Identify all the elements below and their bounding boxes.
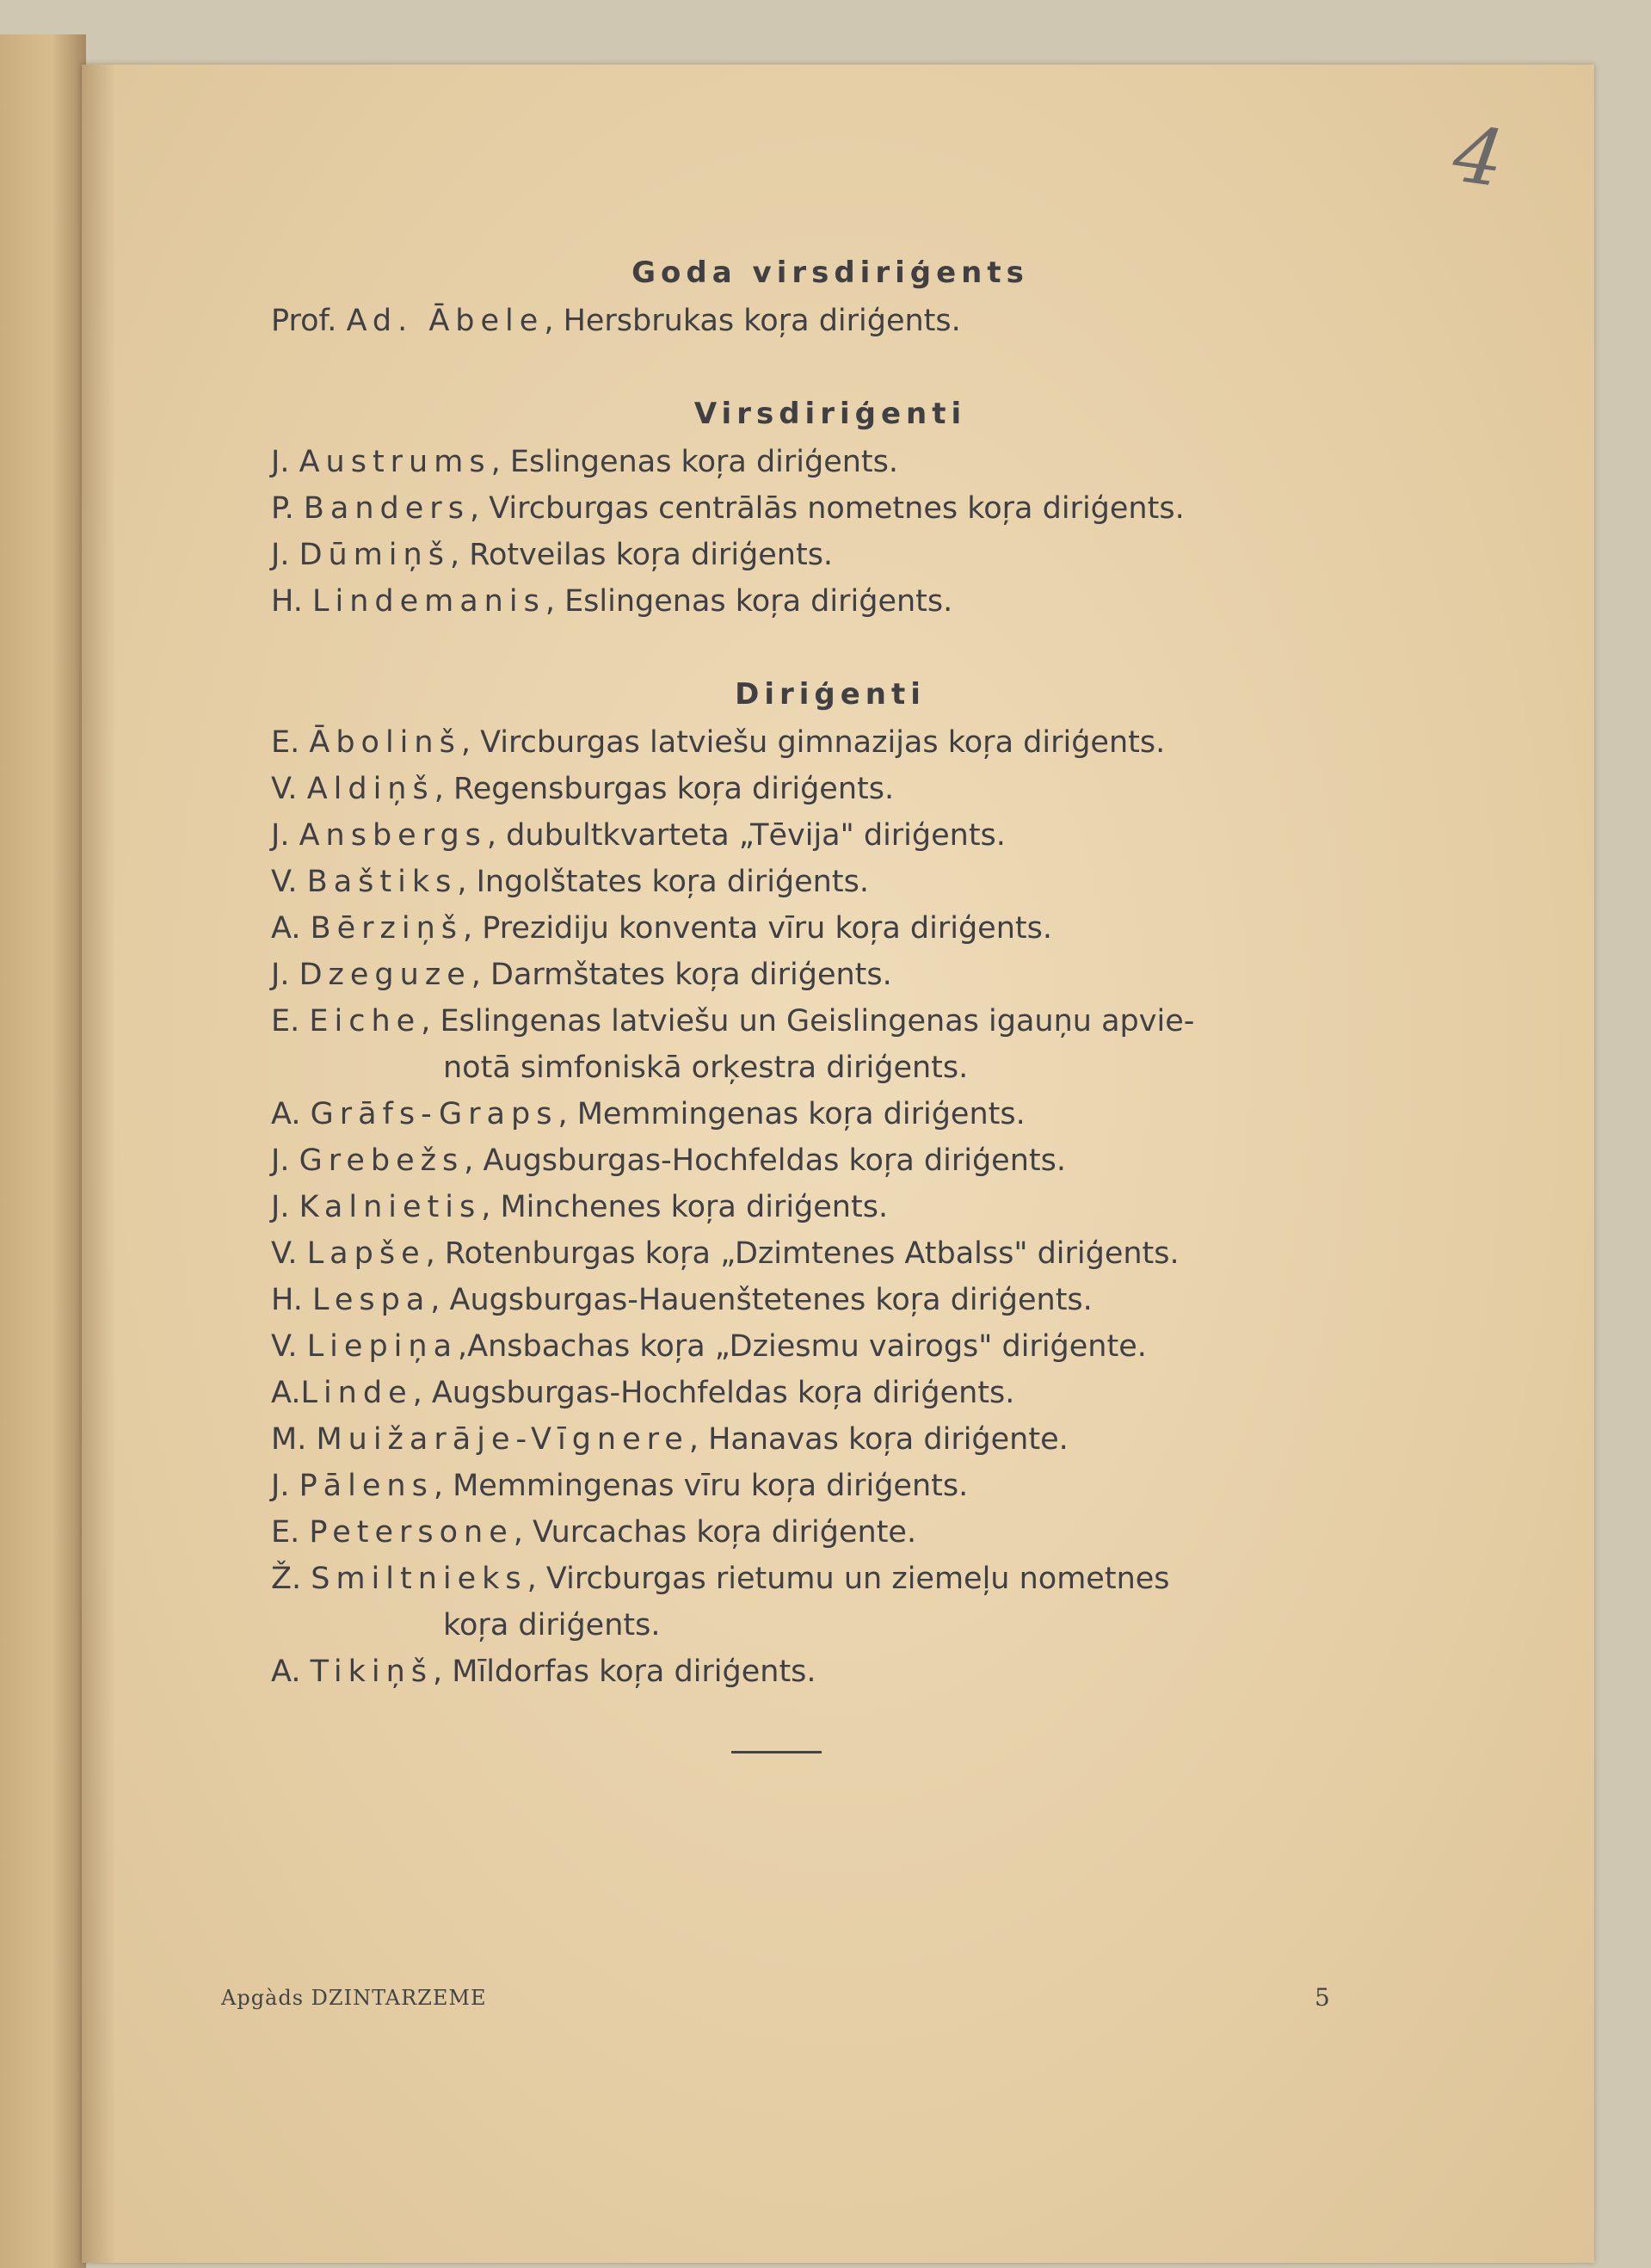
conductor-entry <box>271 1556 1355 1602</box>
entry-name: Lespa <box>311 1283 431 1317</box>
entry-description: , Memmingenas vīru koŗa diriģents. <box>433 1469 969 1503</box>
entry-initial: V. <box>271 772 307 806</box>
entry-initial: J. <box>271 958 299 992</box>
entry-description: , Vircburgas latviešu gimnazijas koŗa diriģents. <box>460 725 1166 760</box>
conductor-entry <box>271 1370 1355 1416</box>
conductor-entry <box>271 578 1355 625</box>
page-number: 5 <box>1315 1983 1330 2012</box>
entry-description: , Mīldorfas koŗa diriģents. <box>433 1655 816 1689</box>
entry-description: , Vircburgas centrālās nometnes koŗa diriģents. <box>469 491 1185 526</box>
entry-initial: A. <box>271 911 311 946</box>
entry-name: Linde <box>300 1376 413 1410</box>
conductor-entry <box>271 1649 1355 1695</box>
entry-initial: A. <box>271 1376 301 1410</box>
entry-description: , Minchenes koŗa diriģents. <box>481 1190 889 1224</box>
section-heading: Goda virsdiriģents <box>631 256 1029 290</box>
entry-description: , Memmingenas koŗa diriģents. <box>558 1097 1026 1131</box>
conductor-entry <box>271 1091 1355 1137</box>
conductor-entry <box>271 859 1355 905</box>
entry-name: Aldiņš <box>306 772 434 806</box>
entry-name: Grebežs <box>299 1143 465 1178</box>
entry-initial: J. <box>271 1143 299 1178</box>
entry-description: , Eslingenas koŗa diriģents. <box>545 584 953 619</box>
entry-name: Pālens <box>299 1469 434 1503</box>
entry-description: , Augsburgas-Hochfeldas koŗa diriģents. <box>412 1376 1015 1410</box>
conductor-entry <box>271 766 1355 812</box>
entry-initial: V. <box>271 865 307 899</box>
entry-initial: Prof. <box>271 304 347 338</box>
entry-initial: J. <box>271 1190 299 1224</box>
gutter-shadow <box>82 65 116 2263</box>
entry-name: Grāfs-Graps <box>310 1097 558 1131</box>
entry-description: , Eslingenas latviešu un Geislingenas igauņu apvie- <box>421 1004 1195 1038</box>
entry-initial: V. <box>271 1329 307 1364</box>
entry-description: , Augsburgas-Hochfeldas koŗa diriģents. <box>464 1143 1066 1178</box>
section-heading: Virsdiriģenti <box>693 397 967 431</box>
divider-line <box>731 1751 822 1753</box>
entry-initial: H. <box>271 584 312 619</box>
entry-initial: J. <box>271 445 299 479</box>
section <box>271 391 1355 625</box>
entry-name: Banders <box>303 491 470 526</box>
entry-name: Muižarāje-Vīgnere <box>316 1422 689 1457</box>
entry-description: , Eslingenas koŗa diriģents. <box>490 445 899 479</box>
entry-initial: Ž. <box>271 1562 311 1596</box>
entry-name: Kalnietis <box>299 1190 482 1224</box>
entry-initial: P. <box>271 491 304 526</box>
entry-description: , Darmštates koŗa diriģents. <box>471 958 892 992</box>
conductor-entry <box>271 1509 1355 1556</box>
entry-name: Ansbergs <box>299 818 487 853</box>
entry-name: Petersone <box>309 1515 514 1550</box>
entry-name: Baštiks <box>306 865 458 899</box>
entry-description: , Vurcachas koŗa diriģente. <box>513 1515 917 1550</box>
conductor-entry <box>271 719 1355 766</box>
entry-name: Lapše <box>306 1236 426 1271</box>
conductor-entry <box>271 1184 1355 1230</box>
entry-description: , Regensburgas koŗa diriģents. <box>434 772 895 806</box>
entry-initial: V. <box>271 1236 307 1271</box>
conductor-entry <box>271 485 1355 532</box>
entry-description: , Prezidiju konventa vīru koŗa diriģents. <box>463 911 1052 946</box>
section <box>271 671 1355 1695</box>
conductor-list <box>271 250 1355 1741</box>
entry-name: Dūmiņš <box>299 538 450 572</box>
entry-initial: H. <box>271 1283 312 1317</box>
entry-description: ,Ansbachas koŗa „Dziesmu vairogs" diriģente. <box>458 1329 1147 1364</box>
entry-initial: E. <box>271 1004 310 1038</box>
conductor-entry <box>271 1323 1355 1370</box>
conductor-entry <box>271 952 1355 998</box>
entry-initial: J. <box>271 538 299 572</box>
entry-name: Smiltnieks <box>311 1562 527 1596</box>
entry-name: Eiche <box>309 1004 422 1038</box>
entry-description: , Rotenburgas koŗa „Dzimtenes Atbalss" diriģents. <box>425 1236 1180 1271</box>
publisher-footer: Apgàds DZINTARZEME <box>221 1986 487 2010</box>
entry-initial: A. <box>271 1655 311 1689</box>
section <box>271 250 1355 344</box>
handwritten-page-number: 4 <box>1447 108 1510 206</box>
conductor-entry <box>271 998 1355 1045</box>
section-heading: Diriģenti <box>735 677 926 712</box>
conductor-entry <box>271 439 1355 485</box>
entry-description: , Hanavas koŗa diriģente. <box>688 1422 1069 1457</box>
entry-name: Dzeguze <box>299 958 471 992</box>
conductor-entry <box>271 1277 1355 1323</box>
entry-initial: E. <box>271 1515 310 1550</box>
entry-initial: A. <box>271 1097 311 1131</box>
conductor-entry <box>271 532 1355 578</box>
entry-name: Lindemanis <box>311 584 545 619</box>
conductor-entry <box>271 298 1355 344</box>
entry-name: Tikiņš <box>310 1655 434 1689</box>
entry-continuation: koŗa diriģents. <box>443 1608 661 1642</box>
entry-description: , Augsburgas-Hauenštetenes koŗa diriģents. <box>430 1283 1093 1317</box>
entry-description: , Ingolštates koŗa diriģents. <box>457 865 869 899</box>
entry-name: Ad. Ābele <box>346 304 545 338</box>
entry-description: , Hersbrukas koŗa diriģents. <box>544 304 961 338</box>
entry-description: , dubultkvarteta „Tēvija" diriģents. <box>486 818 1006 853</box>
conductor-entry <box>271 812 1355 859</box>
entry-name: Liepiņa <box>306 1329 459 1364</box>
entry-name: Bērziņš <box>310 911 464 946</box>
entry-initial: E. <box>271 725 310 760</box>
entry-initial: J. <box>271 1469 299 1503</box>
entry-name: Ābolinš <box>309 725 461 760</box>
conductor-entry <box>271 1463 1355 1509</box>
entry-description: , Vircburgas rietumu un ziemeļu nometnes <box>527 1562 1170 1596</box>
conductor-entry <box>271 1230 1355 1277</box>
facing-page-edge <box>0 34 86 2268</box>
entry-initial: M. <box>271 1422 317 1457</box>
conductor-entry <box>271 1416 1355 1463</box>
entry-initial: J. <box>271 818 299 853</box>
entry-name: Austrums <box>299 445 491 479</box>
conductor-entry <box>271 1137 1355 1184</box>
conductor-entry <box>271 905 1355 952</box>
entry-description: , Rotveilas koŗa diriģents. <box>449 538 834 572</box>
entry-continuation: notā simfoniskā orķestra diriģents. <box>443 1051 969 1085</box>
